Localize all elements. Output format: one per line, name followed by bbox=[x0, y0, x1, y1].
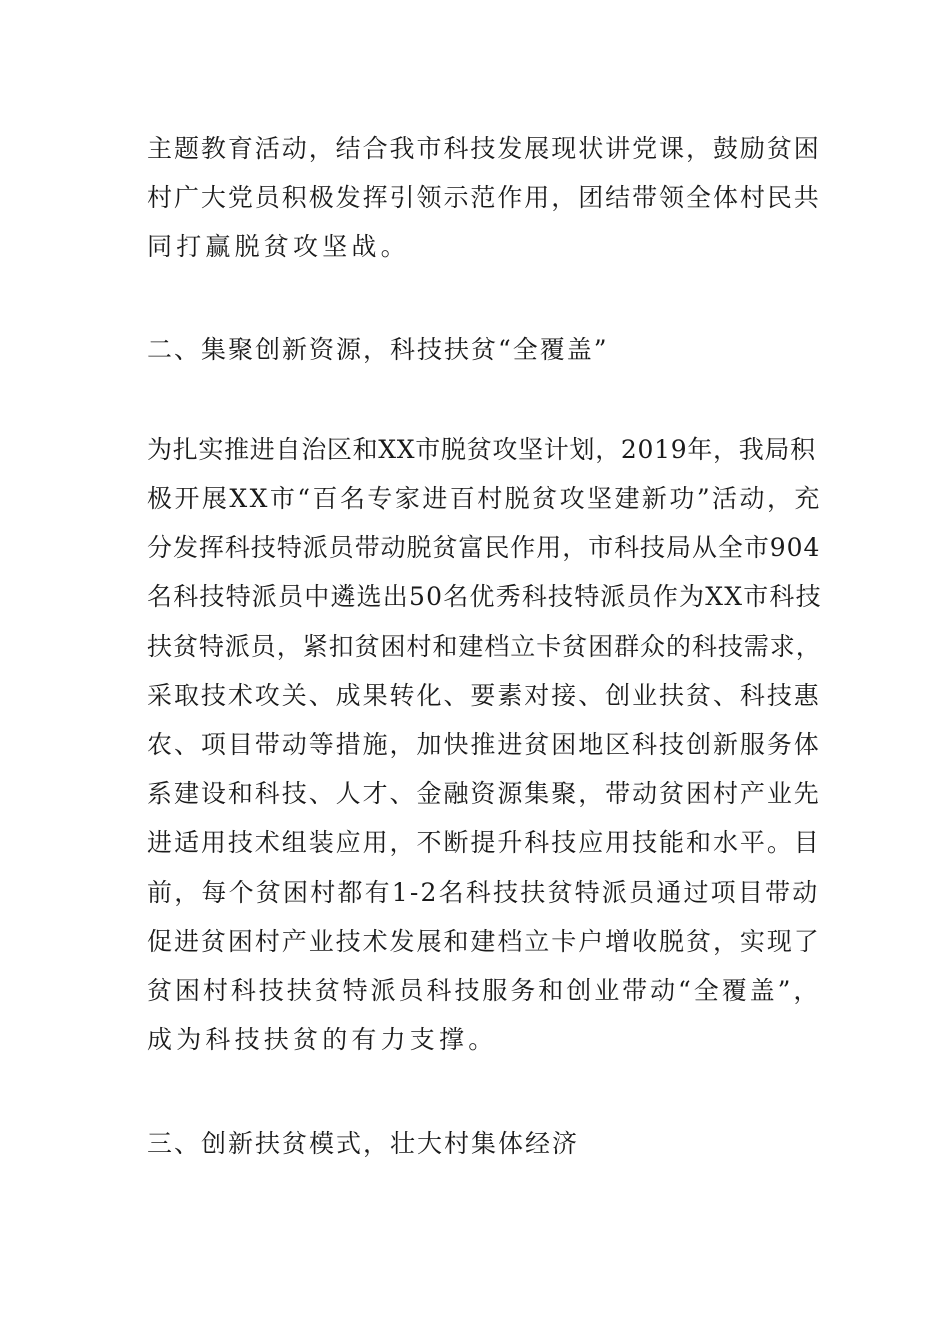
paragraph-2-line-3: 分发挥科技特派员带动脱贫富民作用，市科技局从全市904 bbox=[147, 533, 821, 562]
paragraph-2-line-7: 农、项目带动等措施，加快推进贫困地区科技创新服务体 bbox=[147, 730, 821, 759]
paragraph-2-line-6: 采取技术攻关、成果转化、要素对接、创业扶贫、科技惠 bbox=[147, 681, 821, 710]
paragraph-1-line-1: 主题教育活动，结合我市科技发展现状讲党课，鼓励贫困 bbox=[147, 134, 821, 163]
paragraph-2-line-13: 成为科技扶贫的有力支撑。 bbox=[147, 1025, 498, 1054]
section-heading-3: 三、创新扶贫模式，壮大村集体经济 bbox=[147, 1129, 580, 1158]
section-heading-2: 二、集聚创新资源，科技扶贫“全覆盖” bbox=[147, 335, 609, 364]
paragraph-2-line-12: 贫困村科技扶贫特派员科技服务和创业带动“全覆盖”， bbox=[147, 976, 822, 1005]
paragraph-1-line-2: 村广大党员积极发挥引领示范作用，团结带领全体村民共 bbox=[147, 183, 821, 212]
paragraph-2-line-4: 名科技特派员中遴选出50名优秀科技特派员作为XX市科技 bbox=[147, 582, 822, 611]
paragraph-2-line-11: 促进贫困村产业技术发展和建档立卡户增收脱贫，实现了 bbox=[147, 927, 821, 956]
paragraph-2-line-8: 系建设和科技、人才、金融资源集聚，带动贫困村产业先 bbox=[147, 779, 821, 808]
paragraph-2-line-1: 为扎实推进自治区和XX市脱贫攻坚计划，2019年，我局积 bbox=[147, 435, 816, 464]
paragraph-1-line-3: 同打赢脱贫攻坚战。 bbox=[147, 232, 410, 261]
paragraph-2-line-9: 进适用技术组装应用，不断提升科技应用技能和水平。目 bbox=[147, 828, 821, 857]
paragraph-2-line-2: 极开展XX市“百名专家进百村脱贫攻坚建新功”活动，充 bbox=[147, 484, 822, 513]
paragraph-2-line-5: 扶贫特派员，紧扣贫困村和建档立卡贫困群众的科技需求， bbox=[147, 632, 822, 661]
paragraph-2-line-10: 前，每个贫困村都有1-2名科技扶贫特派员通过项目带动 bbox=[147, 878, 820, 907]
